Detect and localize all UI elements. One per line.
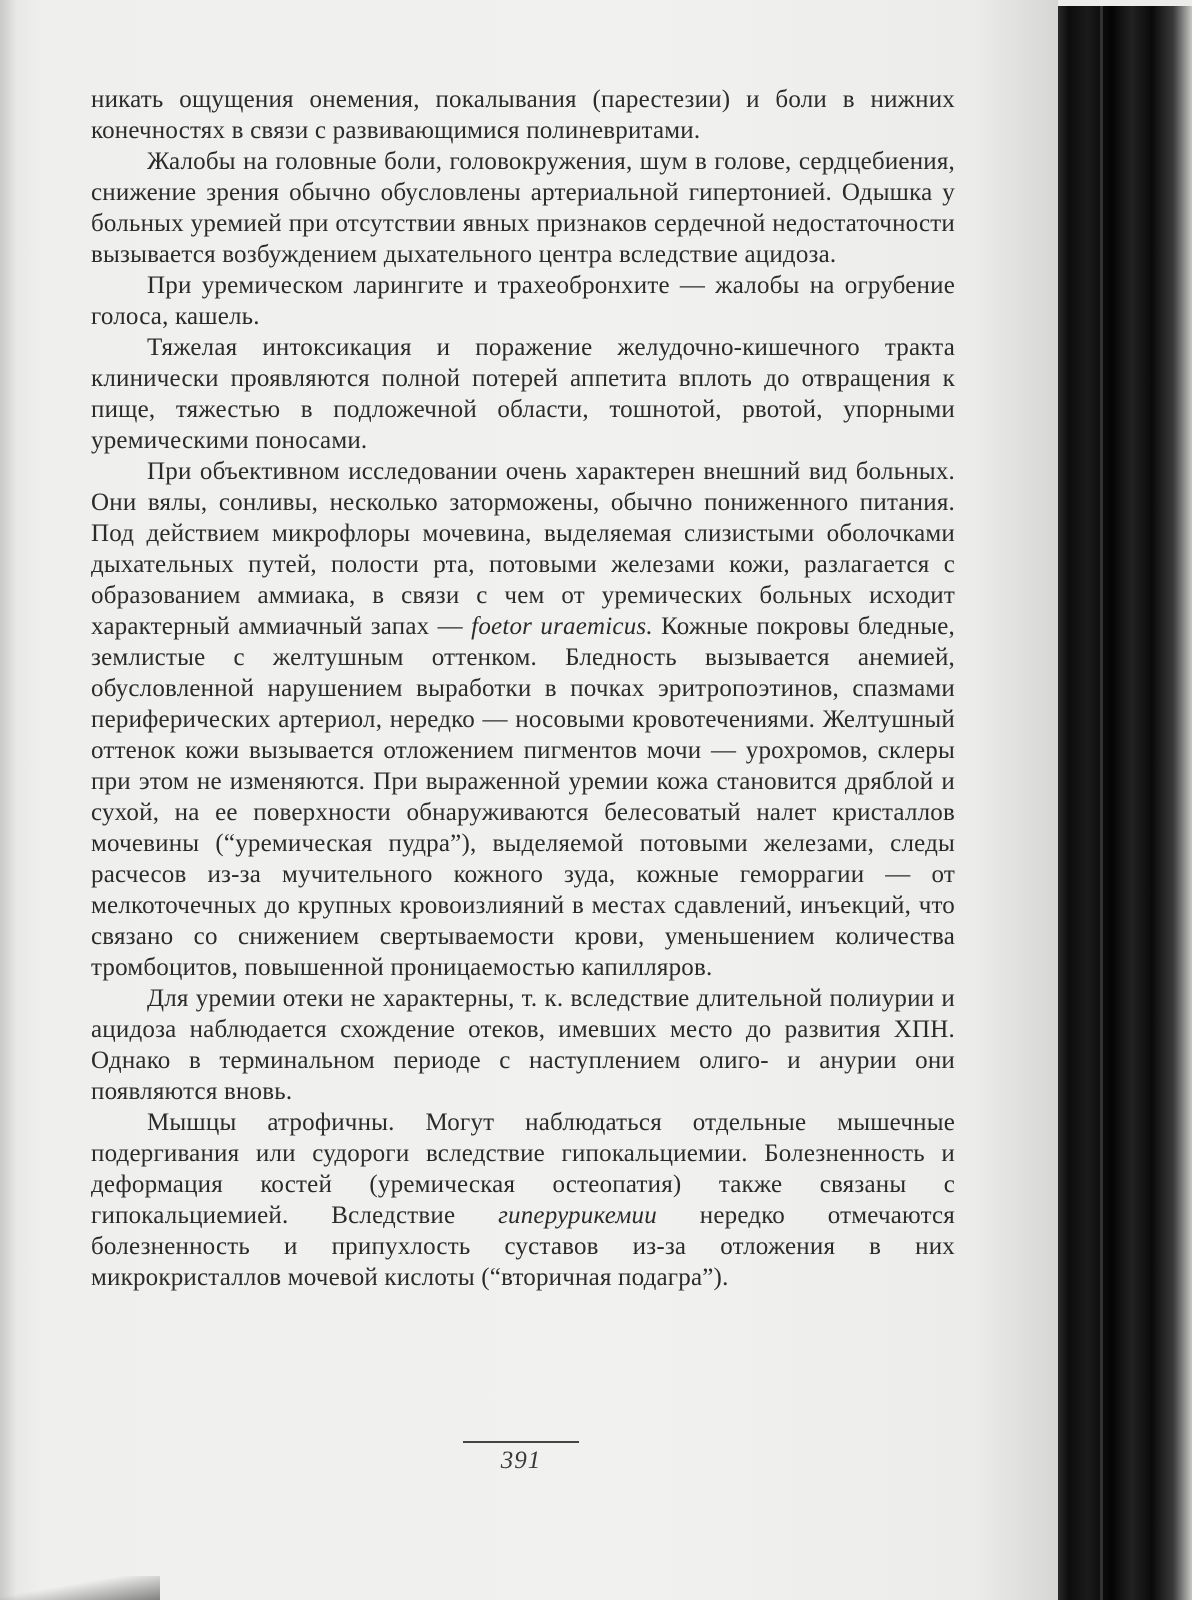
text-run: При объективном исследовании очень характерен внешний вид больных. Они вялы, сонливы, несколько заторможены, обычно пониженного питания. Под действием микрофлоры мочевина, выделяемая слизистыми оболочками дыхательных путей, полости рта, потовыми железами кожи, разлагается с образованием аммиака, в связи с чем от уремических больных исходит характерный аммиачный запах — (91, 458, 955, 640)
text-run: нередко отмечаются болезненность и припухлость суставов из-за отложения в них микрокристаллов мочевой кислоты (“вторичная подагра”). (91, 1202, 955, 1291)
italic-term: гиперурикемии (498, 1202, 657, 1229)
corner-shadow (0, 1576, 160, 1600)
paragraph-continuation: никать ощущения онемения, покалывания (парестезии) и боли в нижних конечностях в связи с развивающимися полиневритами. (91, 86, 955, 144)
text-run: Кожные покровы бледные, землистые с желтушным оттенком. Бледность вызывается анемией, обусловленной нарушением выработки в почках эритропоэтинов, спазмами периферических артериол, нередко — носовыми кровотечениями. Желтушный оттенок кожи вызывается отложением пигментов мочи — урохромов, склеры при этом не изменяются. При выраженной уремии кожа становится дряблой и сухой, на ее поверхности обнаруживаются белесоватый налет кристаллов мочевины (“уремическая пудра”), выделяемой потовыми железами, следы расчесов из-за мучительного кожного зуда, кожные геморрагии — от мелкоточечных до крупных кровоизлияний в местах сдавлений, инъекций, что связано со снижением свертываемости крови, уменьшением количества тромбоцитов, повышенной проницаемостью капилляров. (91, 613, 956, 981)
italic-term: foetor uraemicus. (471, 613, 653, 640)
page-number: 391 (500, 1447, 542, 1474)
body-text (91, 84, 955, 1293)
text-run: Мышцы атрофичны. Могут наблюдаться отдельные мышечные подергивания или судороги вследствие гипокальциемии. Болезненность и деформация костей (уремическая остеопатия) также связаны с гипокальциемией. Вследствие (91, 1109, 955, 1229)
page-footer (463, 1441, 579, 1475)
paragraph-complaints: Жалобы на головные боли, головокружения, шум в голове, сердцебиения, снижение зрения обычно обусловлены артериальной гипертонией. Одышка у больных уремией при отсутствии явных признаков сердечной недостаточности вызывается возбуждением дыхательного центра вследствие ацидоза. (91, 148, 955, 268)
page-shadow (0, 0, 16, 1600)
paragraph-objective-exam (91, 456, 955, 983)
paragraph-intoxication: Тяжелая интоксикация и поражение желудочно-кишечного тракта клинически проявляются полной потерей аппетита вплоть до отвращения к пище, тяжестью в подложечной области, тошнотой, рвотой, упорными уремическими поносами. (91, 334, 955, 454)
paragraph-edema: Для уремии отеки не характерны, т. к. вследствие длительной полиурии и ацидоза наблюдается схождение отеков, имевших место до развития ХПН. Однако в терминальном периоде с наступлением олиго- и анурии они появляются вновь. (91, 985, 955, 1105)
paragraph-muscles (91, 1107, 955, 1293)
book-edge-stripe (1100, 6, 1103, 1600)
book-spine-edge (1058, 6, 1192, 1600)
footer-rule (463, 1441, 579, 1443)
paragraph-laryngitis: При уремическом ларингите и трахеобронхите — жалобы на огрубение голоса, кашель. (91, 272, 955, 330)
